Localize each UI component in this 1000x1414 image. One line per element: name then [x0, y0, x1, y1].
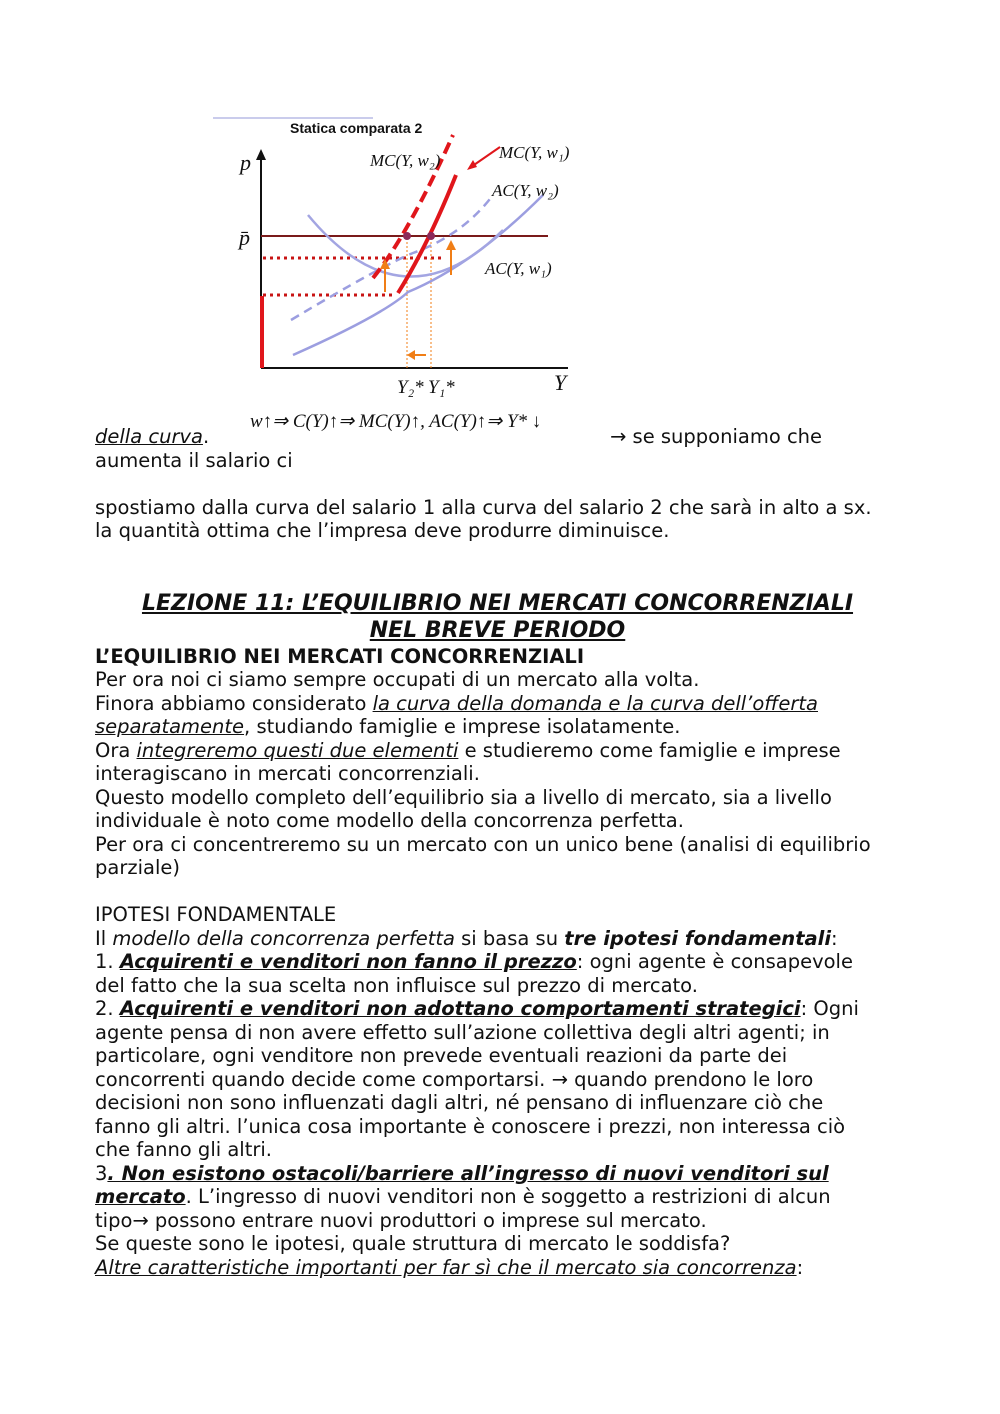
paragraph-line: particolare, ogni venditore non prevede eventuali reazioni da parte dei: [95, 1044, 788, 1067]
text-line-1-right: → se supponiamo che: [610, 425, 823, 448]
comparative-statics-figure: [213, 115, 583, 415]
hypothesis-2: 2. Acquirenti e venditori non adottano comportamenti strategici: Ogni: [95, 997, 859, 1020]
y-axis-label: p: [240, 150, 251, 175]
paragraph-line: parziale): [95, 856, 180, 879]
paragraph-line: Per ora noi ci siamo sempre occupati di un mercato alla volta.: [95, 668, 700, 691]
hypothesis-3: 3. Non esistono ostacoli/barriere all’ingresso di nuovi venditori sul: [95, 1162, 829, 1185]
y1-star-label: Y₁*: [428, 377, 455, 398]
cost-curves-diagram: [213, 115, 583, 415]
text-line-4: la quantità ottima che l’impresa deve produrre diminuisce.: [95, 519, 670, 542]
paragraph-line: Il modello della concorrenza perfetta si basa su tre ipotesi fondamentali:: [95, 927, 838, 950]
paragraph-line: interagiscano in mercati concorrenziali.: [95, 762, 480, 785]
mc1-label: MC(Y, w₁): [499, 143, 570, 162]
text-della-curva: della curva: [95, 425, 203, 448]
lesson-title-line-2: NEL BREVE PERIODO: [369, 618, 626, 643]
paragraph-line: Altre caratteristiche importanti per far sì che il mercato sia concorrenza:: [95, 1256, 804, 1279]
pbar-label: p̄: [239, 225, 250, 250]
subheading: IPOTESI FONDAMENTALE: [95, 903, 337, 926]
figure-title: Statica comparata 2: [290, 120, 423, 136]
y2-star-label: Y₂*: [397, 377, 424, 398]
paragraph-line: Questo modello completo dell’equilibrio sia a livello di mercato, sia a livello: [95, 786, 832, 809]
paragraph-line: tipo→ possono entrare nuovi produttori o imprese sul mercato.: [95, 1209, 707, 1232]
paragraph-line: separatamente, studiando famiglie e imprese isolatamente.: [95, 715, 681, 738]
ac1-label: AC(Y, w₁): [485, 259, 552, 278]
formula: w↑⇒ C(Y)↑⇒ MC(Y)↑, AC(Y)↑⇒ Y* ↓: [250, 411, 542, 432]
ac1-u-curve: [308, 215, 503, 277]
paragraph-line: che fanno gli altri.: [95, 1138, 272, 1161]
paragraph-line: agente pensa di non avere effetto sull’azione collettiva degli altri agenti; in: [95, 1021, 830, 1044]
paragraph-line: decisioni non sono influenzati dagli altri, né pensano di influenzare ciò che: [95, 1091, 824, 1114]
paragraph-line: mercato. L’ingresso di nuovi venditori non è soggetto a restrizioni di alcun: [95, 1185, 831, 1208]
mc1-pointer: [471, 147, 500, 167]
paragraph-line: concorrenti quando decide come comportarsi. → quando prendono le loro: [95, 1068, 814, 1091]
hypothesis-1: 1. Acquirenti e venditori non fanno il prezzo: ogni agente è consapevole: [95, 950, 853, 973]
paragraph-line: Ora integreremo questi due elementi e studieremo come famiglie e imprese: [95, 739, 841, 762]
paragraph-line: del fatto che la sua scelta non influisce sul prezzo di mercato.: [95, 974, 698, 997]
text-line-2: aumenta il salario ci: [95, 449, 293, 472]
x-axis-label: Y: [554, 370, 567, 395]
lesson-title-line-1: LEZIONE 11: L’EQUILIBRIO NEI MERCATI CONCORRENZIALI: [141, 591, 854, 616]
y-axis-arrow: [256, 149, 266, 160]
ac2-label: AC(Y, w₂): [492, 181, 559, 200]
paragraph-line: Se queste sono le ipotesi, quale struttura di mercato le soddisfa?: [95, 1232, 731, 1255]
equilibrium-point-1: [427, 232, 435, 240]
shift-arrow-right-head: [446, 240, 456, 250]
mc1-pointer-head: [467, 160, 477, 170]
equilibrium-point-2: [403, 232, 411, 240]
paragraph-line: Finora abbiamo considerato la curva della domanda e la curva dell’offerta: [95, 692, 818, 715]
text-line-3: spostiamo dalla curva del salario 1 alla curva del salario 2 che sarà in alto a sx.: [95, 496, 872, 519]
y-shift-arrow-head: [407, 350, 415, 360]
paragraph-line: individuale è noto come modello della concorrenza perfetta.: [95, 809, 684, 832]
section-heading: L’EQUILIBRIO NEI MERCATI CONCORRENZIALI: [95, 645, 585, 668]
mc2-label: MC(Y, w₂): [370, 151, 441, 170]
paragraph-line: fanno gli altri. l’unica cosa importante è conoscere i prezzi, non interessa ciò: [95, 1115, 846, 1138]
text-line-1: della curva.: [95, 425, 210, 448]
paragraph-line: Per ora ci concentreremo su un mercato con un unico bene (analisi di equilibrio: [95, 833, 871, 856]
